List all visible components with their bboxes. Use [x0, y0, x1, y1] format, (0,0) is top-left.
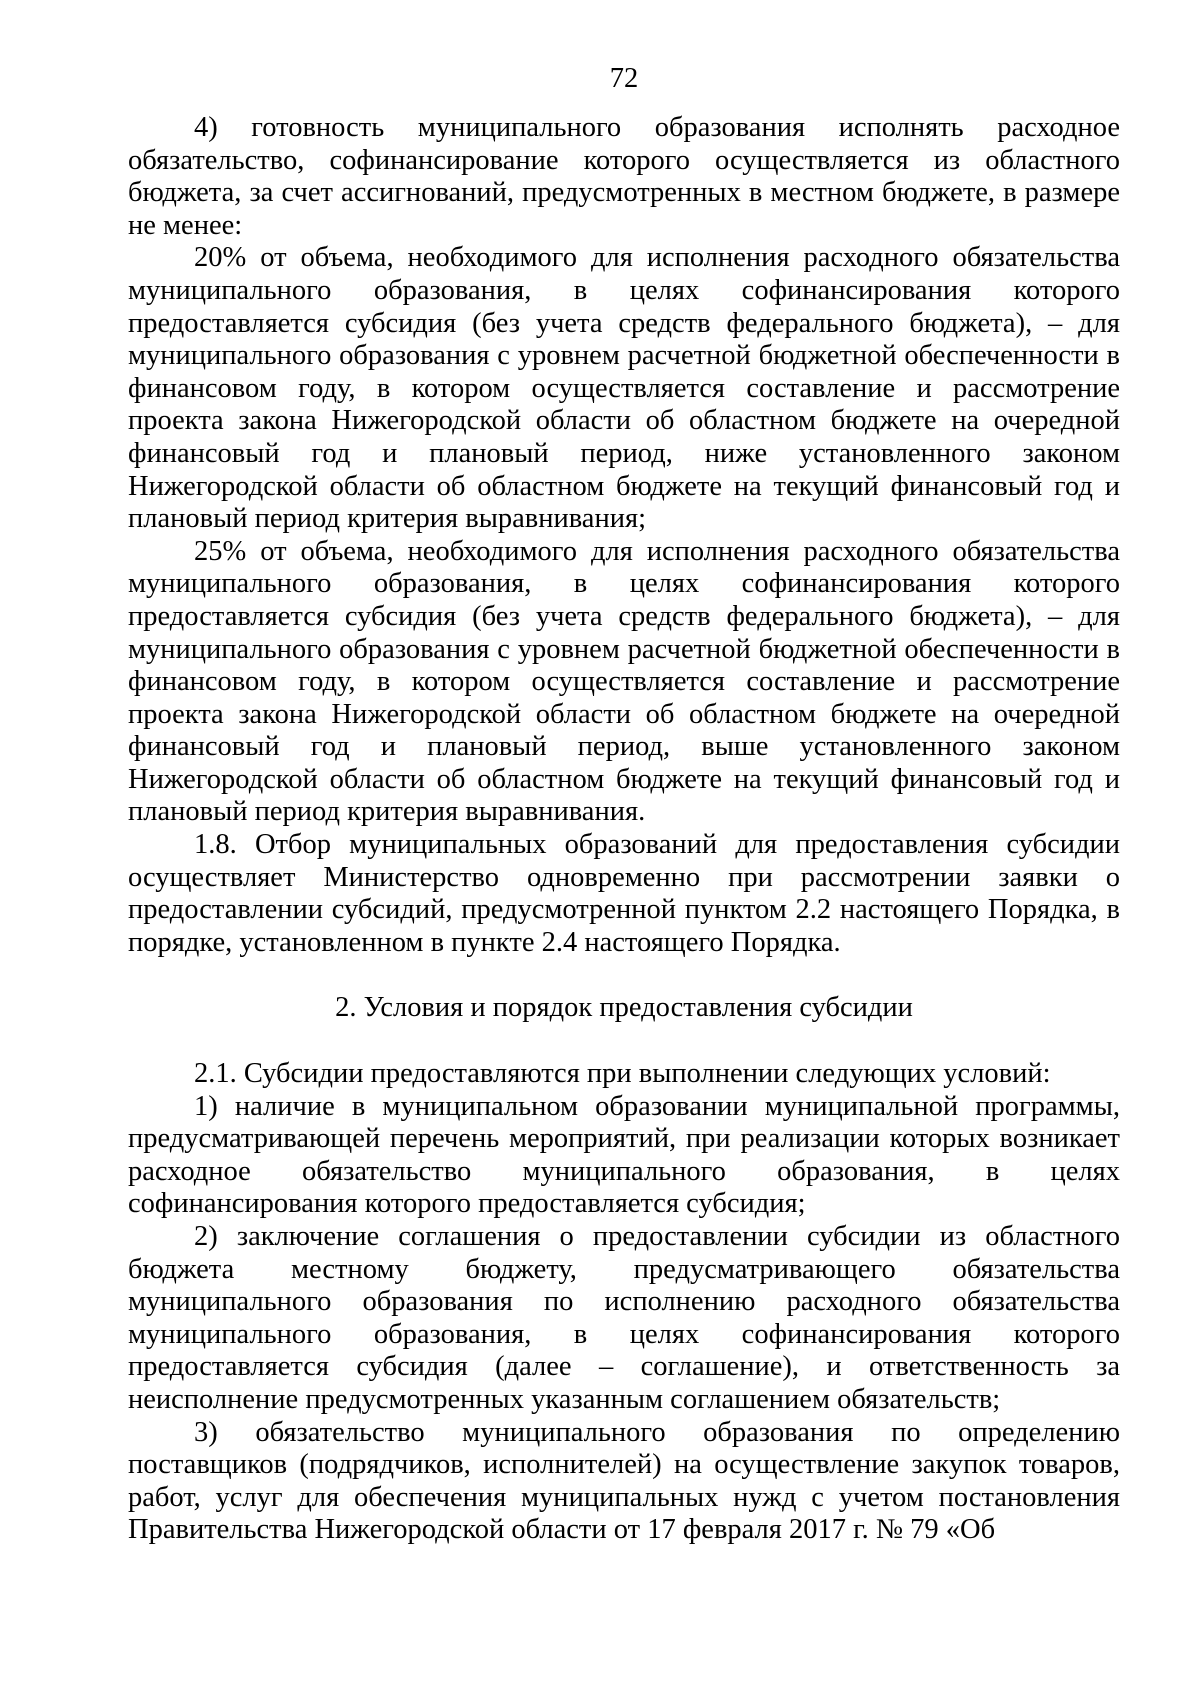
paragraph-item-4: 4) готовность муниципального образования исполнять расходное обязательство, софинансирование которого осуществляется из областного бюджета, за счет ассигнований, предусмотренных в местном бюджете, в размере не менее:: [128, 112, 1120, 241]
document-page: [128, 62, 1120, 1662]
paragraph-25-percent: 25% от объема, необходимого для исполнения расходного обязательства муниципального образования, в целях софинансирования которого предоставляется субсидия (без учета средств федерального бюджета), – для муниципального образования с уровнем расчетной бюджетной обеспеченности в финансовом году, в котором осуществляется составление и рассмотрение проекта закона Нижегородской области об областном бюджете на очередной финансовый год и плановый период, выше установленного законом Нижегородской области об областном бюджете на текущий финансовый год и плановый период критерия выравнивания.: [128, 535, 1120, 828]
paragraph-20-percent: 20% от объема, необходимого для исполнения расходного обязательства муниципального образования, в целях софинансирования которого предоставляется субсидия (без учета средств федерального бюджета), – для муниципального образования с уровнем расчетной бюджетной обеспеченности в финансовом году, в котором осуществляется составление и рассмотрение проекта закона Нижегородской области об областном бюджете на очередной финансовый год и плановый период, ниже установленного законом Нижегородской области об областном бюджете на текущий финансовый год и плановый период критерия выравнивания;: [128, 242, 1120, 535]
paragraph-condition-2: 2) заключение соглашения о предоставлении субсидии из областного бюджета местному бюджету, предусматривающего обязательства муниципального образования по исполнению расходного обязательства муниципального образования, в целях софинансирования которого предоставляется субсидия (далее – соглашение), и ответственность за неисполнение предусмотренных указанным соглашением обязательств;: [128, 1221, 1120, 1415]
paragraph-condition-3: 3) обязательство муниципального образования по определению поставщиков (подрядчиков, исполнителей) на осуществление закупок товаров, работ, услуг для обеспечения муниципальных нужд с учетом постановления Правительства Нижегородской области от 17 февраля 2017 г. № 79 «Об: [128, 1416, 1120, 1546]
section-heading: 2. Условия и порядок предоставления субсидии: [335, 992, 913, 1024]
paragraph-2-1: 2.1. Субсидии предоставляются при выполнении следующих условий:: [194, 1058, 1051, 1090]
paragraph-condition-1: 1) наличие в муниципальном образовании муниципальной программы, предусматривающей перечень мероприятий, при реализации которых возникает расходное обязательство муниципального образования, в целях софинансирования которого предоставляется субсидия;: [128, 1090, 1120, 1220]
page-number: 72: [609, 63, 639, 94]
paragraph-1-8: 1.8. Отбор муниципальных образований для предоставления субсидии осуществляет Министерство одновременно при рассмотрении заявки о предоставлении субсидий, предусмотренной пунктом 2.2 настоящего Порядка, в порядке, установленном в пункте 2.4 настоящего Порядка.: [128, 829, 1120, 958]
